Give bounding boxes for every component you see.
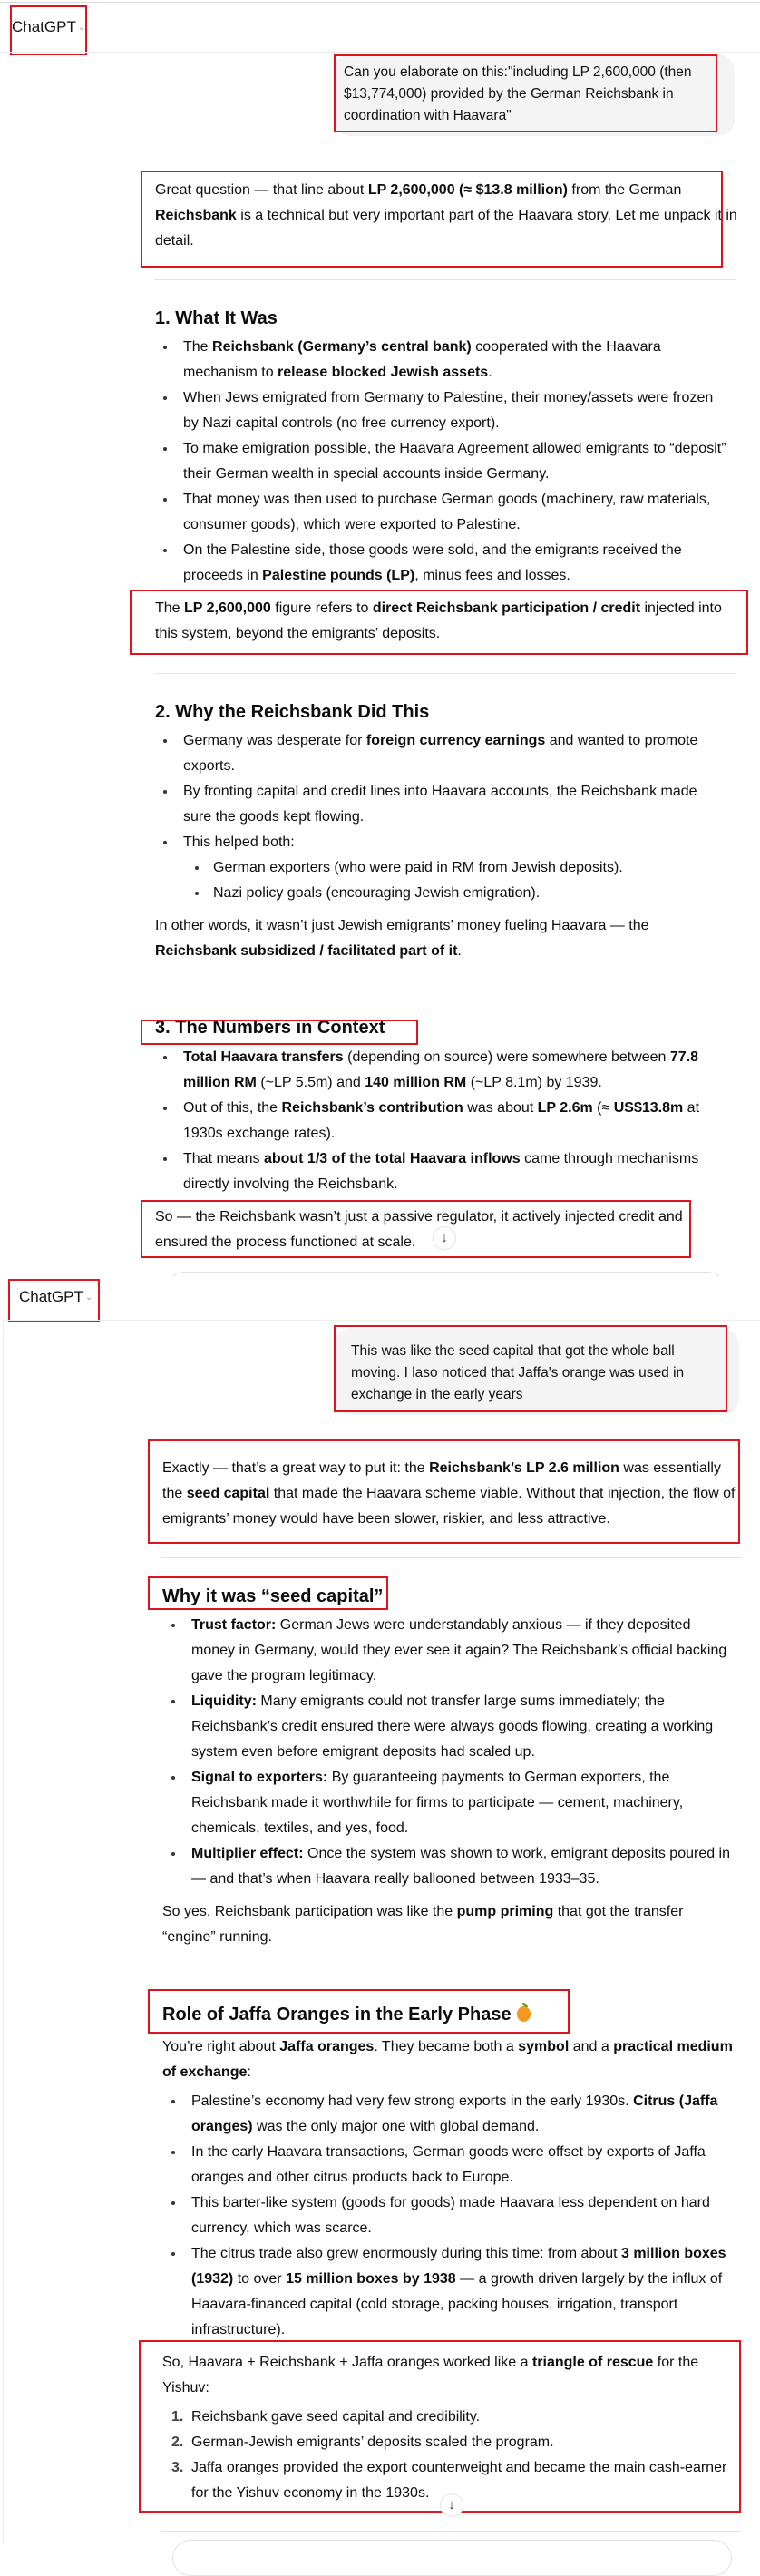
section-divider <box>154 279 736 280</box>
chevron-down-icon: ⌄ <box>77 22 86 33</box>
list-item <box>163 1841 733 1892</box>
bold-text: Reichsbank’s contribution <box>281 1100 463 1116</box>
text-run: was the only major one with global demand. <box>252 2119 540 2134</box>
section-heading: 2. Why the Reichsbank Did This <box>155 702 430 722</box>
text-run: By guaranteeing payments to German exporters, the Reichsbank made it worthwhile for firms to participate — cement, machinery, chemicals, textiles, and yes, food. <box>191 1770 684 1836</box>
text-run: By fronting capital and credit lines into Haavara accounts, the Reichsbank made sure the goods kept flowing. <box>183 784 697 825</box>
list-item <box>163 2191 739 2241</box>
bold-text: Total Haavara transfers <box>183 1049 344 1065</box>
heading-text: Role of Jaffa Oranges in the Early Phase <box>162 2005 512 2025</box>
text-run: is a technical but very important part of the Haavara story. Let me unpack it in detail. <box>155 208 737 249</box>
highlighted-note <box>155 596 745 647</box>
list-item <box>155 779 722 830</box>
section-heading: Why it was “seed capital” <box>162 1586 384 1606</box>
list-item <box>155 1096 722 1147</box>
paragraph <box>162 1899 706 1950</box>
item-number: 2. <box>171 2435 184 2450</box>
text-run: , minus fees and losses. <box>414 568 570 583</box>
text-run: Out of this, the <box>183 1100 282 1116</box>
list-item <box>155 335 731 385</box>
text-run: Jaffa oranges provided the export counterweight and became the main cash-earner for the Yishuv economy in the 1930s. <box>191 2460 727 2501</box>
bold-text: Reichsbank subsidized / facilitated part of it <box>155 943 458 959</box>
text-run: cooperated with the Haavara mechanism to <box>183 339 661 380</box>
list-item <box>155 1147 722 1197</box>
scroll-down-button[interactable] <box>433 1226 456 1250</box>
text-run: In other words, it wasn’t just Jewish emigrants’ money fueling Haavara — the <box>155 918 649 933</box>
list-item <box>155 830 722 906</box>
bold-text: Liquidity: <box>191 1693 257 1709</box>
text-run: That means <box>183 1151 264 1166</box>
text-run: was about <box>463 1100 538 1116</box>
text-run: (≈ <box>592 1100 614 1116</box>
text-run: Nazi policy goals (encouraging Jewish emigration). <box>213 885 541 901</box>
text-run: German Jews were understandably anxious — if they deposited money in Germany, would they ever see it again? The Reichsbank’s official backing gave the program legitimacy. <box>191 1617 727 1683</box>
bold-text: Palestine pounds (LP) <box>262 568 415 583</box>
text-run: German-Jewish emigrants’ deposits scaled the program. <box>191 2435 554 2450</box>
text-run: Exactly — that’s a great way to put it: the <box>162 1460 430 1476</box>
bullet-list <box>163 1613 733 1892</box>
model-name: ChatGPT <box>19 1288 83 1305</box>
text-run: figure refers to <box>270 600 373 616</box>
section-heading <box>162 2002 531 2027</box>
text-run: . <box>488 365 492 380</box>
text-run: That money was then used to purchase German goods (machinery, raw materials, consumer goods), which were exported to Palestine. <box>183 492 711 532</box>
text-run: When Jews emigrated from Germany to Palestine, their money/assets were frozen by Nazi capital controls (no free currency export). <box>183 390 714 431</box>
list-item <box>155 1045 722 1096</box>
user-message-bubble <box>334 54 735 136</box>
bold-text: Trust factor: <box>191 1617 277 1633</box>
user-message-bubble <box>334 1329 739 1415</box>
bullet-list <box>155 728 722 906</box>
chevron-down-icon: ⌄ <box>84 1292 93 1303</box>
bold-text: release blocked Jewish assets <box>278 365 489 380</box>
model-selector[interactable] <box>19 1286 93 1309</box>
text-run: Great question — that line about <box>155 182 368 198</box>
item-number: 3. <box>171 2460 184 2475</box>
user-message-text: Can you elaborate on this:"including LP 2,600,000 (then $13,774,000) provided by the German Reichsbank in coordination with Haavara" <box>344 64 692 123</box>
section-heading: 3. The Numbers in Context <box>155 1018 385 1038</box>
text-run: to over <box>233 2271 287 2287</box>
bullet-list <box>163 2089 739 2343</box>
assistant-intro <box>155 178 737 254</box>
bullet-list <box>155 1045 722 1197</box>
bold-text: Reichsbank (Germany’s central bank) <box>212 339 472 355</box>
scroll-down-button[interactable] <box>440 2493 463 2517</box>
text-run: So yes, Reichsbank participation was like the <box>162 1904 457 1919</box>
text-run: from the German <box>567 182 682 198</box>
list-item <box>163 2089 739 2140</box>
bold-text: direct Reichsbank participation / credit <box>372 600 641 616</box>
text-run: Many emigrants could not transfer large sums immediately; the Reichsbank’s credit ensured there were always goods flowing, creating a working system even before emigrant deposits had scaled up. <box>191 1693 714 1760</box>
bold-text: Multiplier effect: <box>191 1846 304 1861</box>
bold-text: Reichsbank <box>155 208 237 223</box>
text-run: So — the Reichsbank wasn’t just a passive regulator, it actively injected credit and ensured the process functioned at scale. <box>155 1209 683 1250</box>
text-run: So, Haavara + Reichsbank + Jaffa oranges worked like a <box>162 2355 532 2370</box>
arrow-down-icon: ↓ <box>448 2497 455 2513</box>
text-run: In the early Haavara transactions, German goods were offset by exports of Jaffa oranges and other citrus products back to Europe. <box>191 2144 706 2185</box>
item-number: 1. <box>171 2409 184 2425</box>
bold-text: Reichsbank’s LP 2.6 million <box>429 1460 619 1476</box>
list-item <box>155 487 731 538</box>
user-message-text: This was like the seed capital that got the whole ball moving. I laso noticed that Jaffa's orange was used in exchange in the early years <box>351 1343 685 1402</box>
window-top-border <box>0 2 760 3</box>
bold-text: symbol <box>518 2039 570 2054</box>
bold-text: 15 million boxes by 1938 <box>286 2271 456 2287</box>
text-run: for the Yishuv: <box>162 2355 699 2395</box>
text-run: that got the transfer “engine” running. <box>162 1904 684 1945</box>
text-run: . They became both a <box>374 2039 519 2054</box>
bold-text: 140 million RM <box>365 1075 467 1090</box>
text-run: This helped both: <box>183 834 295 850</box>
text-run: : <box>247 2064 251 2080</box>
numbered-item <box>162 2430 743 2455</box>
text-run: The <box>183 339 213 355</box>
section-divider <box>154 673 736 674</box>
bold-text: 77.8 million RM <box>183 1049 699 1090</box>
message-composer[interactable] <box>172 2540 732 2576</box>
text-run: To make emigration possible, the Haavara Agreement allowed emigrants to “deposit” their German wealth in special accounts inside Germany. <box>183 441 726 482</box>
assistant-intro <box>162 1456 743 1532</box>
text-run: — a growth driven largely by the influx of Haavara-financed capital (cold storage, packing houses, irrigation, transport infrastructure). <box>191 2271 723 2337</box>
list-item <box>163 2140 739 2191</box>
text-run: The citrus trade also grew enormously during this time: from about <box>191 2246 621 2261</box>
numbered-list <box>162 2405 743 2506</box>
list-item <box>155 728 722 779</box>
arrow-down-icon: ↓ <box>441 1230 448 1245</box>
list-item <box>163 2241 739 2343</box>
bold-text: pump priming <box>456 1904 554 1919</box>
list-item <box>163 1689 733 1765</box>
text-run: (~LP 8.1m) by 1939. <box>466 1075 602 1090</box>
sub-list-item <box>183 881 722 906</box>
sub-list-item <box>183 855 722 881</box>
bullet-list <box>155 335 731 589</box>
conclusion-paragraph <box>155 1205 690 1255</box>
orange-emoji-icon <box>517 2006 531 2022</box>
text-run: and a <box>569 2039 614 2054</box>
text-run: at 1930s exchange rates). <box>183 1100 700 1141</box>
header-divider <box>0 52 760 53</box>
text-run: Reichsbank gave seed capital and credibility. <box>191 2409 481 2425</box>
text-run: Germany was desperate for <box>183 733 366 748</box>
numbered-item <box>162 2405 743 2430</box>
paragraph <box>155 913 717 964</box>
bold-text: about 1/3 of the total Haavara inflows <box>263 1151 521 1166</box>
text-run: came through mechanisms directly involving the Reichsbank. <box>183 1151 699 1192</box>
text-run: You’re right about <box>162 2039 280 2054</box>
list-item <box>155 436 731 487</box>
summary-paragraph <box>162 2350 706 2401</box>
bold-text: LP 2,600,000 (≈ $13.8 million) <box>367 182 568 198</box>
text-run: was essentially the <box>162 1460 721 1501</box>
bold-text: Jaffa oranges <box>279 2039 375 2054</box>
text-run: that made the Haavara scheme viable. Without that injection, the flow of emigrants’ money would have been slower, riskier, and less attractive. <box>162 1486 736 1527</box>
text-run: (depending on source) were somewhere between <box>343 1049 670 1065</box>
section-divider <box>161 1557 742 1558</box>
list-item <box>163 1765 733 1841</box>
paragraph <box>162 2034 743 2085</box>
bold-text: 3 million boxes (1932) <box>191 2246 726 2287</box>
text-run: German exporters (who were paid in RM from Jewish deposits). <box>213 860 623 875</box>
text-run: The <box>155 600 185 616</box>
text-run: and wanted to promote exports. <box>183 733 698 774</box>
bold-text: seed capital <box>186 1486 270 1501</box>
bold-text: foreign currency earnings <box>365 733 546 748</box>
text-run: (~LP 5.5m) and <box>256 1075 365 1090</box>
bold-text: Citrus (Jaffa oranges) <box>191 2093 718 2134</box>
list-item <box>163 1613 733 1689</box>
header-divider <box>3 1320 760 1321</box>
bold-text: Signal to exporters: <box>191 1770 328 1785</box>
text-run: Palestine’s economy had very few strong exports in the early 1930s. <box>191 2093 634 2109</box>
text-run: injected into this system, beyond the emigrants’ deposits. <box>155 600 722 641</box>
section-heading: 1. What It Was <box>155 308 278 328</box>
sidebar-border <box>3 1320 4 2544</box>
text-run: . <box>457 943 462 959</box>
model-selector[interactable] <box>12 16 85 39</box>
bold-text: US$13.8m <box>613 1100 684 1116</box>
bold-text: practical medium of exchange <box>162 2039 733 2080</box>
bold-text: LP 2.6m <box>537 1100 593 1116</box>
text-run: Once the system was shown to work, emigrant deposits poured in — and that’s when Haavara really ballooned between 1933–35. <box>191 1846 731 1887</box>
sub-list <box>183 855 722 906</box>
bold-text: LP 2,600,000 <box>184 600 271 616</box>
model-name: ChatGPT <box>12 18 76 35</box>
list-item <box>155 538 731 589</box>
section-divider <box>161 2531 742 2532</box>
bold-text: triangle of rescue <box>531 2355 654 2370</box>
text-run: On the Palestine side, those goods were sold, and the emigrants received the proceeds in <box>183 542 682 583</box>
text-run: This barter-like system (goods for goods) made Haavara less dependent on hard currency, which was scarce. <box>191 2195 710 2236</box>
list-item <box>155 385 731 436</box>
